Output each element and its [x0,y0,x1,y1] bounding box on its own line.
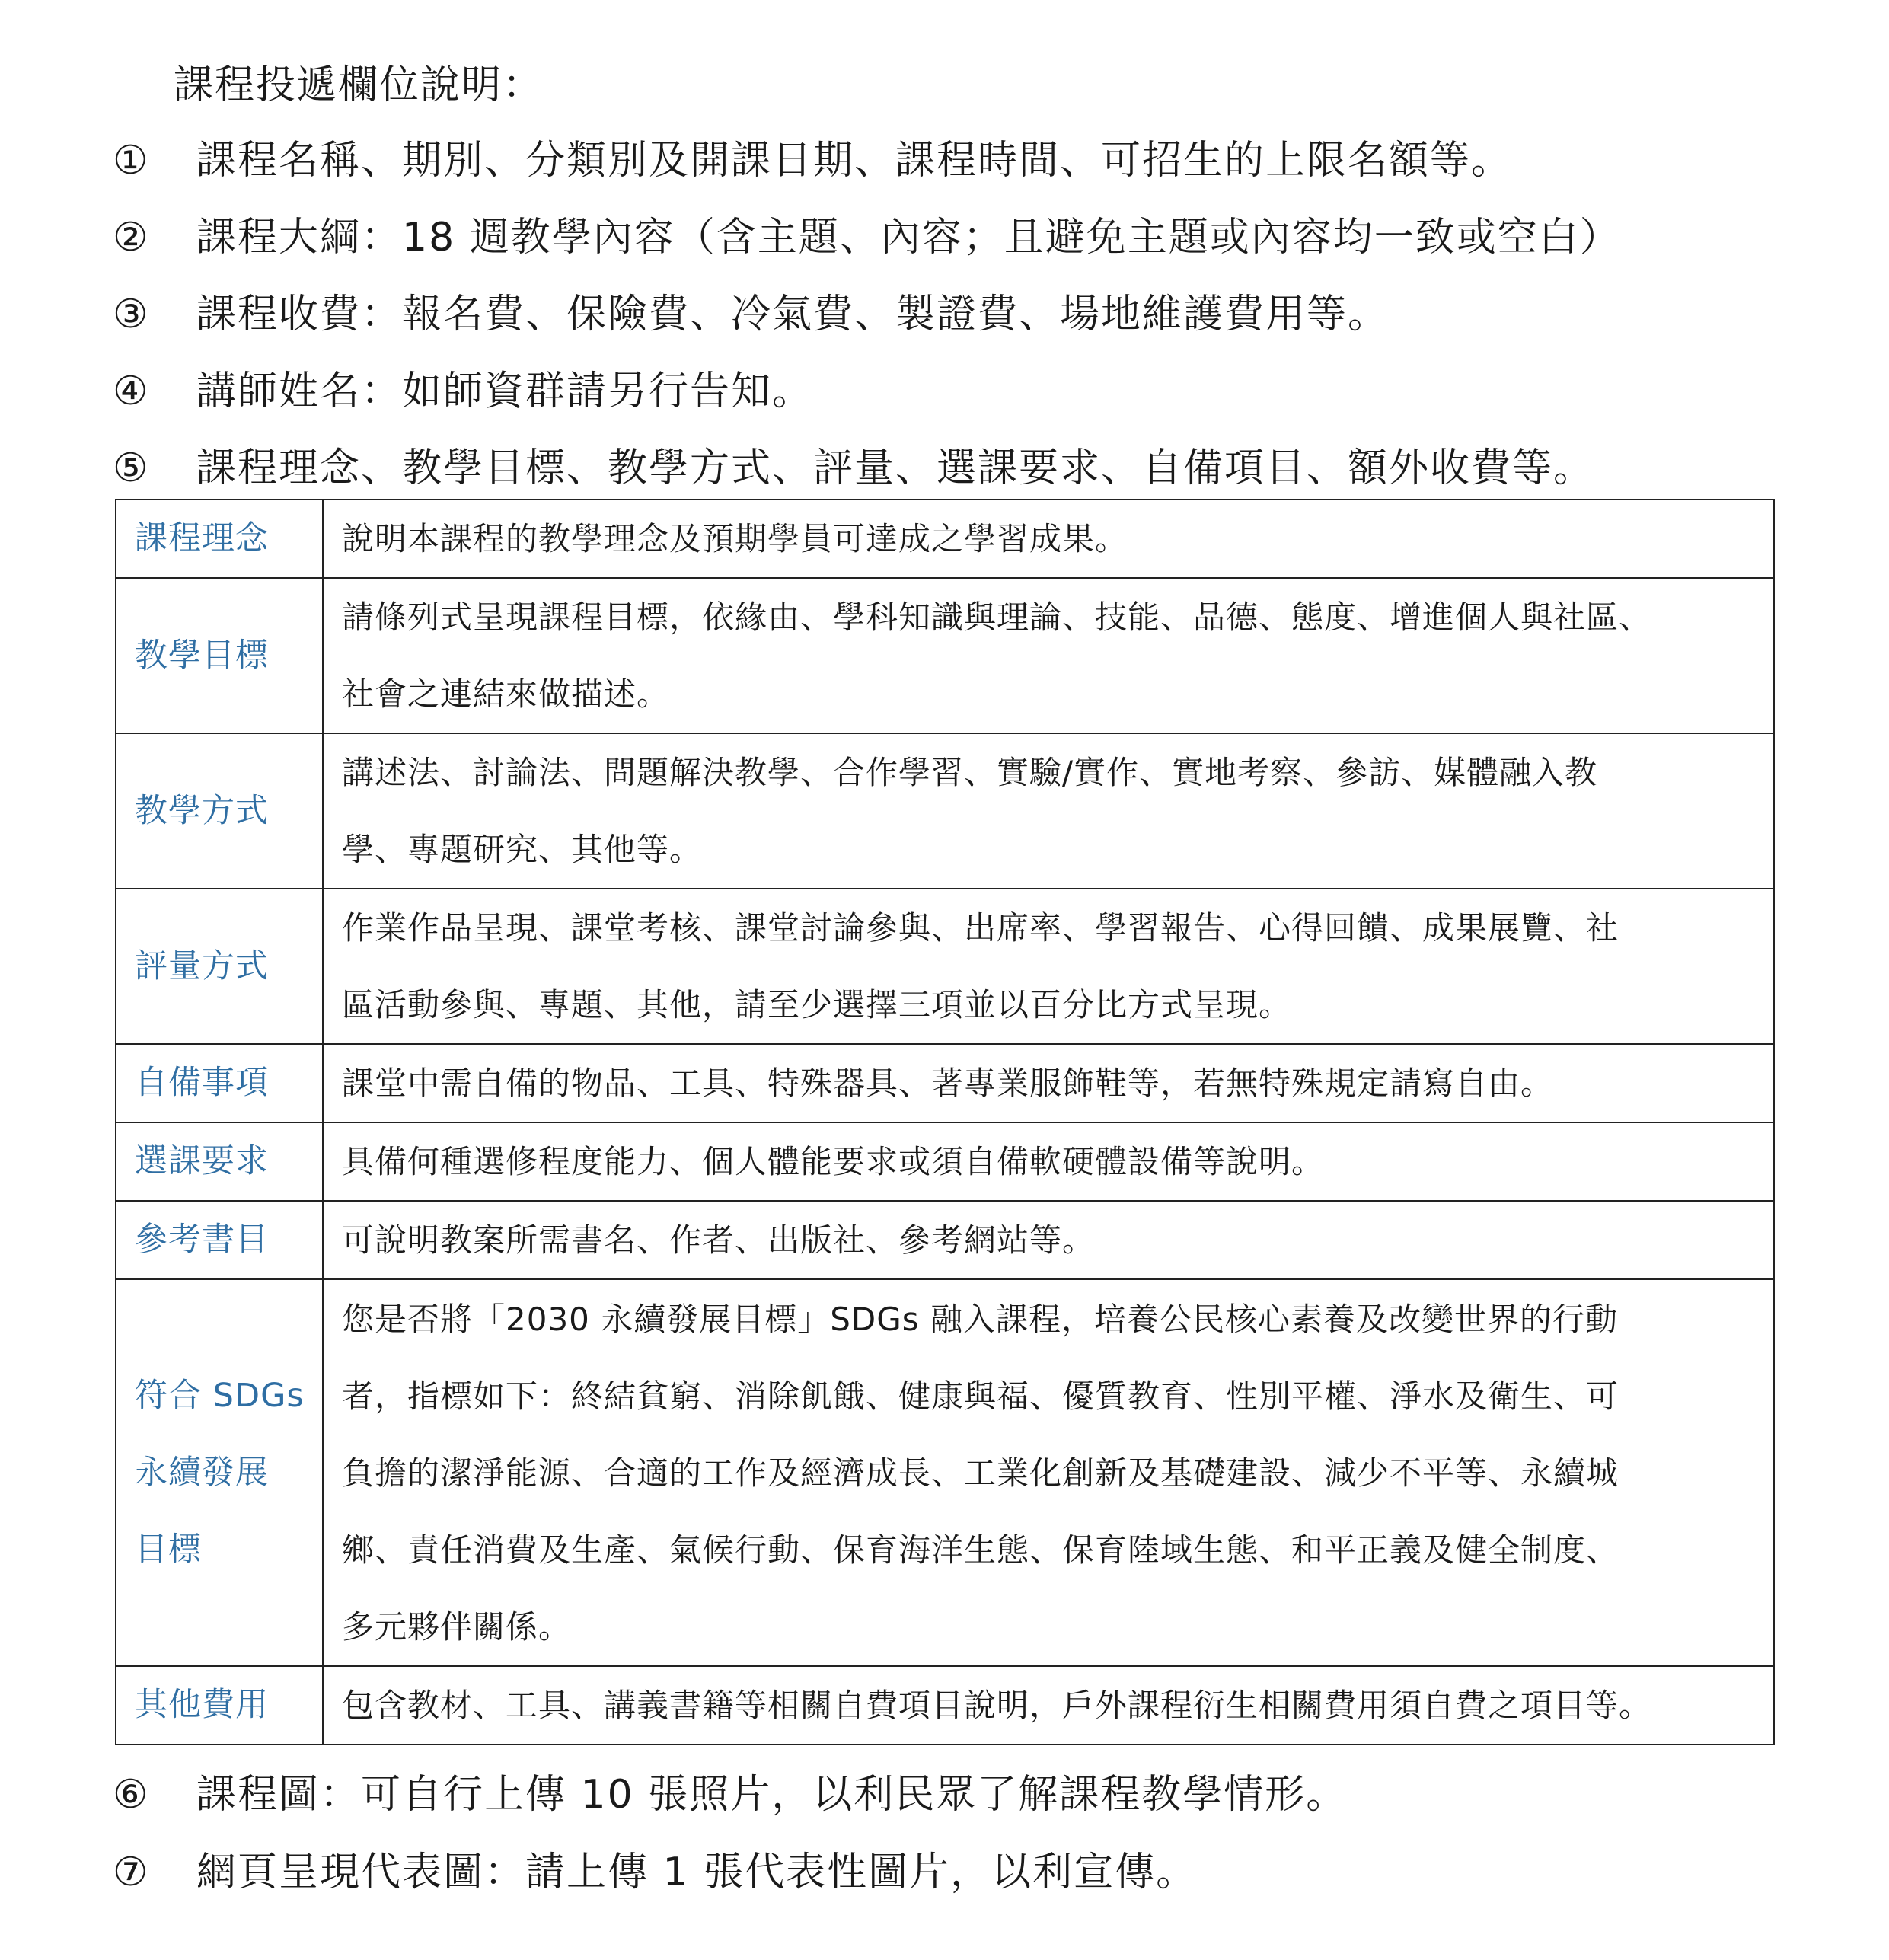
field-description-line: 社會之連結來做描述。 [342,675,670,713]
table-row [116,889,1774,1044]
page-heading: 課程投遞欄位說明： [174,62,544,108]
item-number: ⑤ [113,445,148,491]
field-label-line: 目標 [135,1530,202,1569]
list-item [113,442,1594,495]
table-row [116,1122,1774,1201]
field-description-line: 講述法、討論法、問題解決教學、合作學習、實驗/實作、實地考察、參訪、媒體融入教 [342,754,1598,791]
table-row [116,500,1774,578]
field-description-line: 可說明教案所需書名、作者、出版社、參考網站等。 [342,1221,1096,1259]
list-item [113,134,1512,187]
field-label [116,578,323,733]
field-description-line: 負擔的潔淨能源、合適的工作及經濟成長、工業化創新及基礎建設、減少不平等、永續城 [342,1454,1619,1492]
item-text: 課程圖：可自行上傳 10 張照片，以利民眾了解課程教學情形。 [196,1772,1348,1818]
field-label [116,1279,323,1666]
item-number: ③ [113,292,148,337]
table-row [116,1201,1774,1279]
field-label-line: 符合 SDGs [135,1376,305,1415]
item-text: 課程收費：報名費、保險費、冷氣費、製證費、場地維護費用等。 [196,292,1390,337]
list-item [113,365,813,418]
table-row [116,578,1774,733]
field-description-line: 包含教材、工具、講義書籍等相關自費項目說明，戶外課程衍生相關費用須自費之項目等。 [342,1687,1652,1724]
field-label-line: 自備事項 [135,1064,269,1102]
field-description-line: 學、專題研究、其他等。 [342,831,703,868]
list-item [113,1846,1197,1899]
item-number: ⑥ [113,1772,148,1818]
item-number: ⑦ [113,1850,148,1895]
field-description [323,1122,1774,1201]
field-label [116,733,323,889]
item-number: ② [113,215,148,260]
table-row [116,1279,1774,1666]
field-description-line: 具備何種選修程度能力、個人體能要求或須自備軟硬體設備等說明。 [342,1143,1325,1180]
field-label-line: 教學方式 [135,791,269,830]
field-description [323,1201,1774,1279]
item-text: 網頁呈現代表圖：請上傳 1 張代表性圖片，以利宣傳。 [196,1850,1198,1895]
field-description [323,733,1774,889]
table-row [116,1044,1774,1122]
table-row [116,733,1774,889]
field-label [116,1201,323,1279]
field-description-line: 多元夥伴關係。 [342,1607,572,1646]
field-label-line: 永續發展 [135,1453,269,1492]
field-description-line: 說明本課程的教學理念及預期學員可達成之學習成果。 [342,520,1128,557]
list-item [113,1768,1347,1821]
field-description-line: 您是否將「2030 永續發展目標」SDGs 融入課程，培養公民核心素養及改變世界的行動 [342,1300,1619,1338]
field-description [323,500,1774,578]
field-label [116,1044,323,1122]
list-item [113,211,1621,264]
field-label [116,1666,323,1745]
field-description [323,889,1774,1044]
field-label [116,1122,323,1201]
item-number: ④ [113,369,148,414]
field-description-line: 作業作品呈現、課堂考核、課堂討論參與、出席率、學習報告、心得回饋、成果展覽、社 [342,909,1619,946]
item-text: 講師姓名：如師資群請另行告知。 [196,369,814,414]
list-item [113,288,1389,341]
item-text: 課程大綱：18 週教學內容（含主題、內容；且避免主題或內容均一致或空白） [196,215,1621,260]
field-label-line: 課程理念 [135,519,269,557]
field-label [116,889,323,1044]
field-description-table [115,499,1775,1745]
item-text: 課程名稱、期別、分類別及開課日期、課程時間、可招生的上限名額等。 [196,138,1513,184]
field-description-line: 者，指標如下：終結貧窮、消除飢餓、健康與福、優質教育、性別平權、淨水及衛生、可 [342,1377,1619,1415]
field-label-line: 參考書目 [135,1221,269,1259]
field-description [323,578,1774,733]
field-description [323,1044,1774,1122]
table-row [116,1666,1774,1745]
field-description [323,1666,1774,1745]
field-label-line: 其他費用 [135,1686,269,1724]
field-description-line: 鄉、責任消費及生產、氣候行動、保育海洋生態、保育陸域生態、和平正義及健全制度、 [342,1531,1619,1569]
field-label-line: 評量方式 [135,946,269,985]
item-text: 課程理念、教學目標、教學方式、評量、選課要求、自備項目、額外收費等。 [196,445,1595,491]
field-label-line: 教學目標 [135,636,269,675]
field-description-line: 區活動參與、專題、其他，請至少選擇三項並以百分比方式呈現。 [342,986,1292,1023]
item-number: ① [113,138,148,184]
field-label-line: 選課要求 [135,1142,269,1180]
field-description-line: 課堂中需自備的物品、工具、特殊器具、著專業服飾鞋等，若無特殊規定請寫自由。 [342,1065,1554,1102]
field-description-line: 請條列式呈現課程目標，依緣由、學科知識與理論、技能、品德、態度、增進個人與社區、 [342,599,1652,636]
field-label [116,500,323,578]
field-description [323,1279,1774,1666]
